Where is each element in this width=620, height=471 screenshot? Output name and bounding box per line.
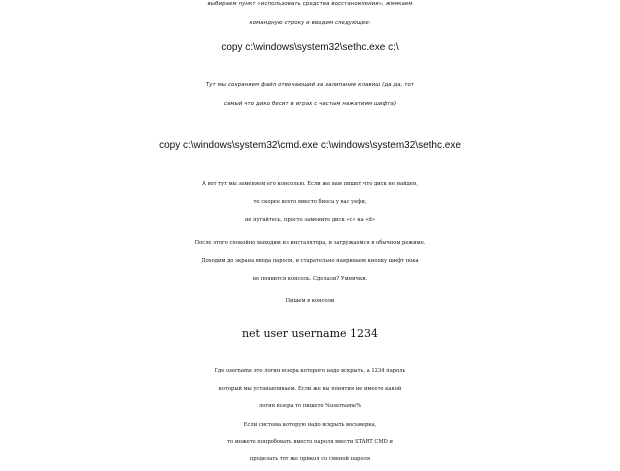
username-note-line-2: который мы устанавливаем. Если же вы понятия не имеете какой (218, 386, 402, 392)
username-note-line-3: логин юзера то пишете %username% (258, 403, 362, 409)
reboot-note-line-1: После этого спокойно выходим из инсталятора, и загружаемся в обычном режиме. (194, 240, 426, 246)
username-note-line-1: Где username это логин юзера которого надо вскрыть, а 1234 пароль (214, 368, 406, 374)
replace-note-line-2: то скорее всего вместо биоса у вас уефи, (253, 199, 367, 205)
command-net-user: net user username 1234 (241, 327, 379, 340)
note-backup-line-1: Тут мы сохраняем файл отвечающий за залипание клавиш (да да, тот (205, 82, 415, 88)
note-backup-line-2: самый что дико бесит в играх с частым нажатиям шифта) (223, 101, 397, 107)
console-label: Пишем в консоли (285, 298, 335, 304)
replace-note-line-3: не пугайтесь, просто замените диск «c» на «d» (244, 217, 376, 223)
vista-note-line-3: проделать тот же прикол со сменой пароля (249, 456, 371, 462)
intro-line-2: командную строку и вводим следующее: (249, 20, 371, 26)
reboot-note-line-3: не появится консоль. Сделали? Умнички. (252, 276, 368, 282)
command-copy-sethc-backup: copy c:\windows\system32\sethc.exe c:\ (221, 42, 399, 53)
command-copy-cmd-over-sethc: copy c:\windows\system32\cmd.exe c:\windows\system32\sethc.exe (159, 140, 461, 151)
intro-line-1: выбираем пункт «использовать средства восстановления», жмякаем (207, 1, 413, 7)
vista-note-line-1: Если система которую надо вскрыть восьмерка, (243, 422, 377, 428)
replace-note-line-1: А вот тут мы заменяем его консолью. Если же вам пишет что диск не найден, (202, 181, 418, 187)
reboot-note-line-2: Доходим до экрана ввода пароля, и старательно наяриваем кнопку шифт пока (201, 258, 419, 264)
vista-note-line-2: то можете попробовать вместо пароля ввести START CMD и (227, 439, 393, 445)
